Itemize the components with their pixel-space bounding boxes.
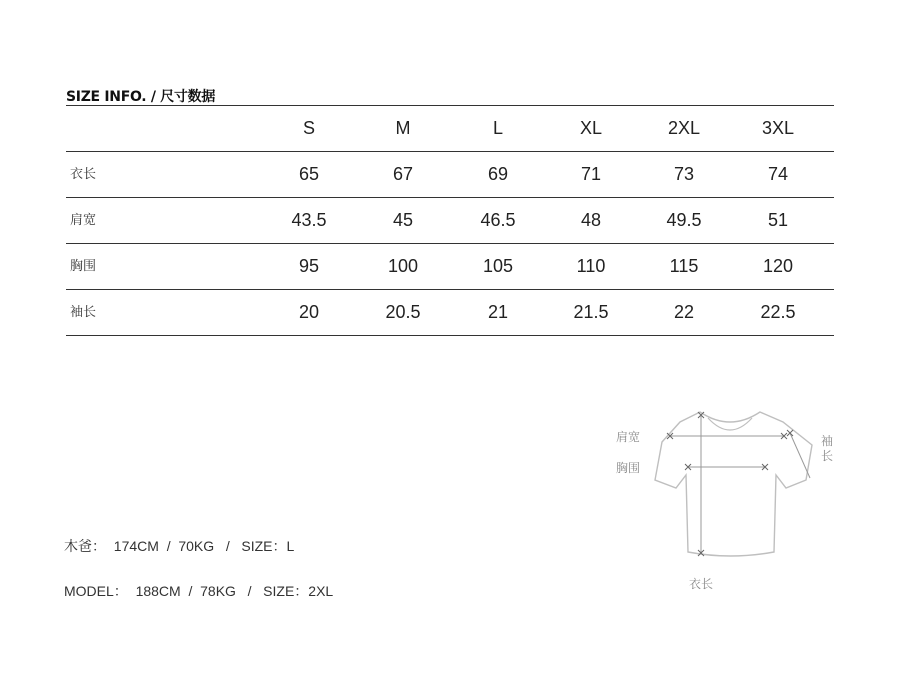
table-cell: 48 (580, 210, 602, 230)
table-cell: 69 (487, 164, 509, 184)
sleeve-measure-line (790, 433, 810, 478)
table-cell: 49.5 (666, 210, 702, 230)
table-cell: 46.5 (480, 210, 516, 230)
table-cell: 120 (762, 256, 794, 276)
table-cell: 73 (673, 164, 695, 184)
table-cell: 115 (669, 256, 699, 276)
table-cell: 71 (580, 164, 602, 184)
table-cell: 20.5 (385, 302, 421, 322)
chest-label: 胸围 (616, 461, 641, 475)
length-label: 衣长 (689, 577, 714, 591)
table-row (66, 197, 834, 243)
shoulder-label: 肩宽 (616, 430, 641, 444)
row-label: 肩宽 (70, 213, 97, 228)
size-header: 2XL (667, 118, 701, 138)
table-cell: 22.5 (760, 302, 796, 322)
size-header: 3XL (761, 118, 795, 138)
table-cell: 110 (576, 256, 606, 276)
page-title: SIZE INFO. / 尺寸数据 (66, 89, 216, 105)
table-cell: 74 (767, 164, 789, 184)
size-header: L (492, 118, 503, 138)
table-cell: 100 (387, 256, 419, 276)
table-cell: 21 (487, 302, 509, 322)
tshirt-measurement-diagram (600, 400, 840, 600)
size-header: XL (579, 118, 603, 138)
table-row (66, 289, 834, 336)
table-cell: 45 (392, 210, 414, 230)
sleeve-label-1: 袖 (821, 434, 834, 448)
table-cell: 22 (673, 302, 695, 322)
sleeve-label-2: 长 (821, 449, 834, 463)
row-label: 衣长 (70, 167, 97, 182)
model-info-1: 木爸： 174CM / 70KG / SIZE：L (64, 538, 295, 554)
size-header: M (395, 118, 411, 138)
table-header-row (66, 105, 834, 151)
table-cell: 20 (298, 302, 320, 322)
model-info-2: MODEL： 188CM / 78KG / SIZE：2XL (64, 583, 334, 599)
table-row (66, 151, 834, 197)
size-header: S (302, 118, 315, 138)
tshirt-outline (655, 412, 812, 556)
table-cell: 43.5 (291, 210, 327, 230)
row-label: 胸围 (70, 259, 97, 274)
row-label: 袖长 (70, 305, 97, 320)
table-cell: 65 (298, 164, 320, 184)
size-table (66, 105, 834, 336)
table-cell: 105 (482, 256, 514, 276)
table-cell: 21.5 (573, 302, 609, 322)
table-cell: 95 (298, 256, 320, 276)
table-row (66, 243, 834, 289)
table-cell: 67 (392, 164, 414, 184)
table-cell: 51 (767, 210, 789, 230)
